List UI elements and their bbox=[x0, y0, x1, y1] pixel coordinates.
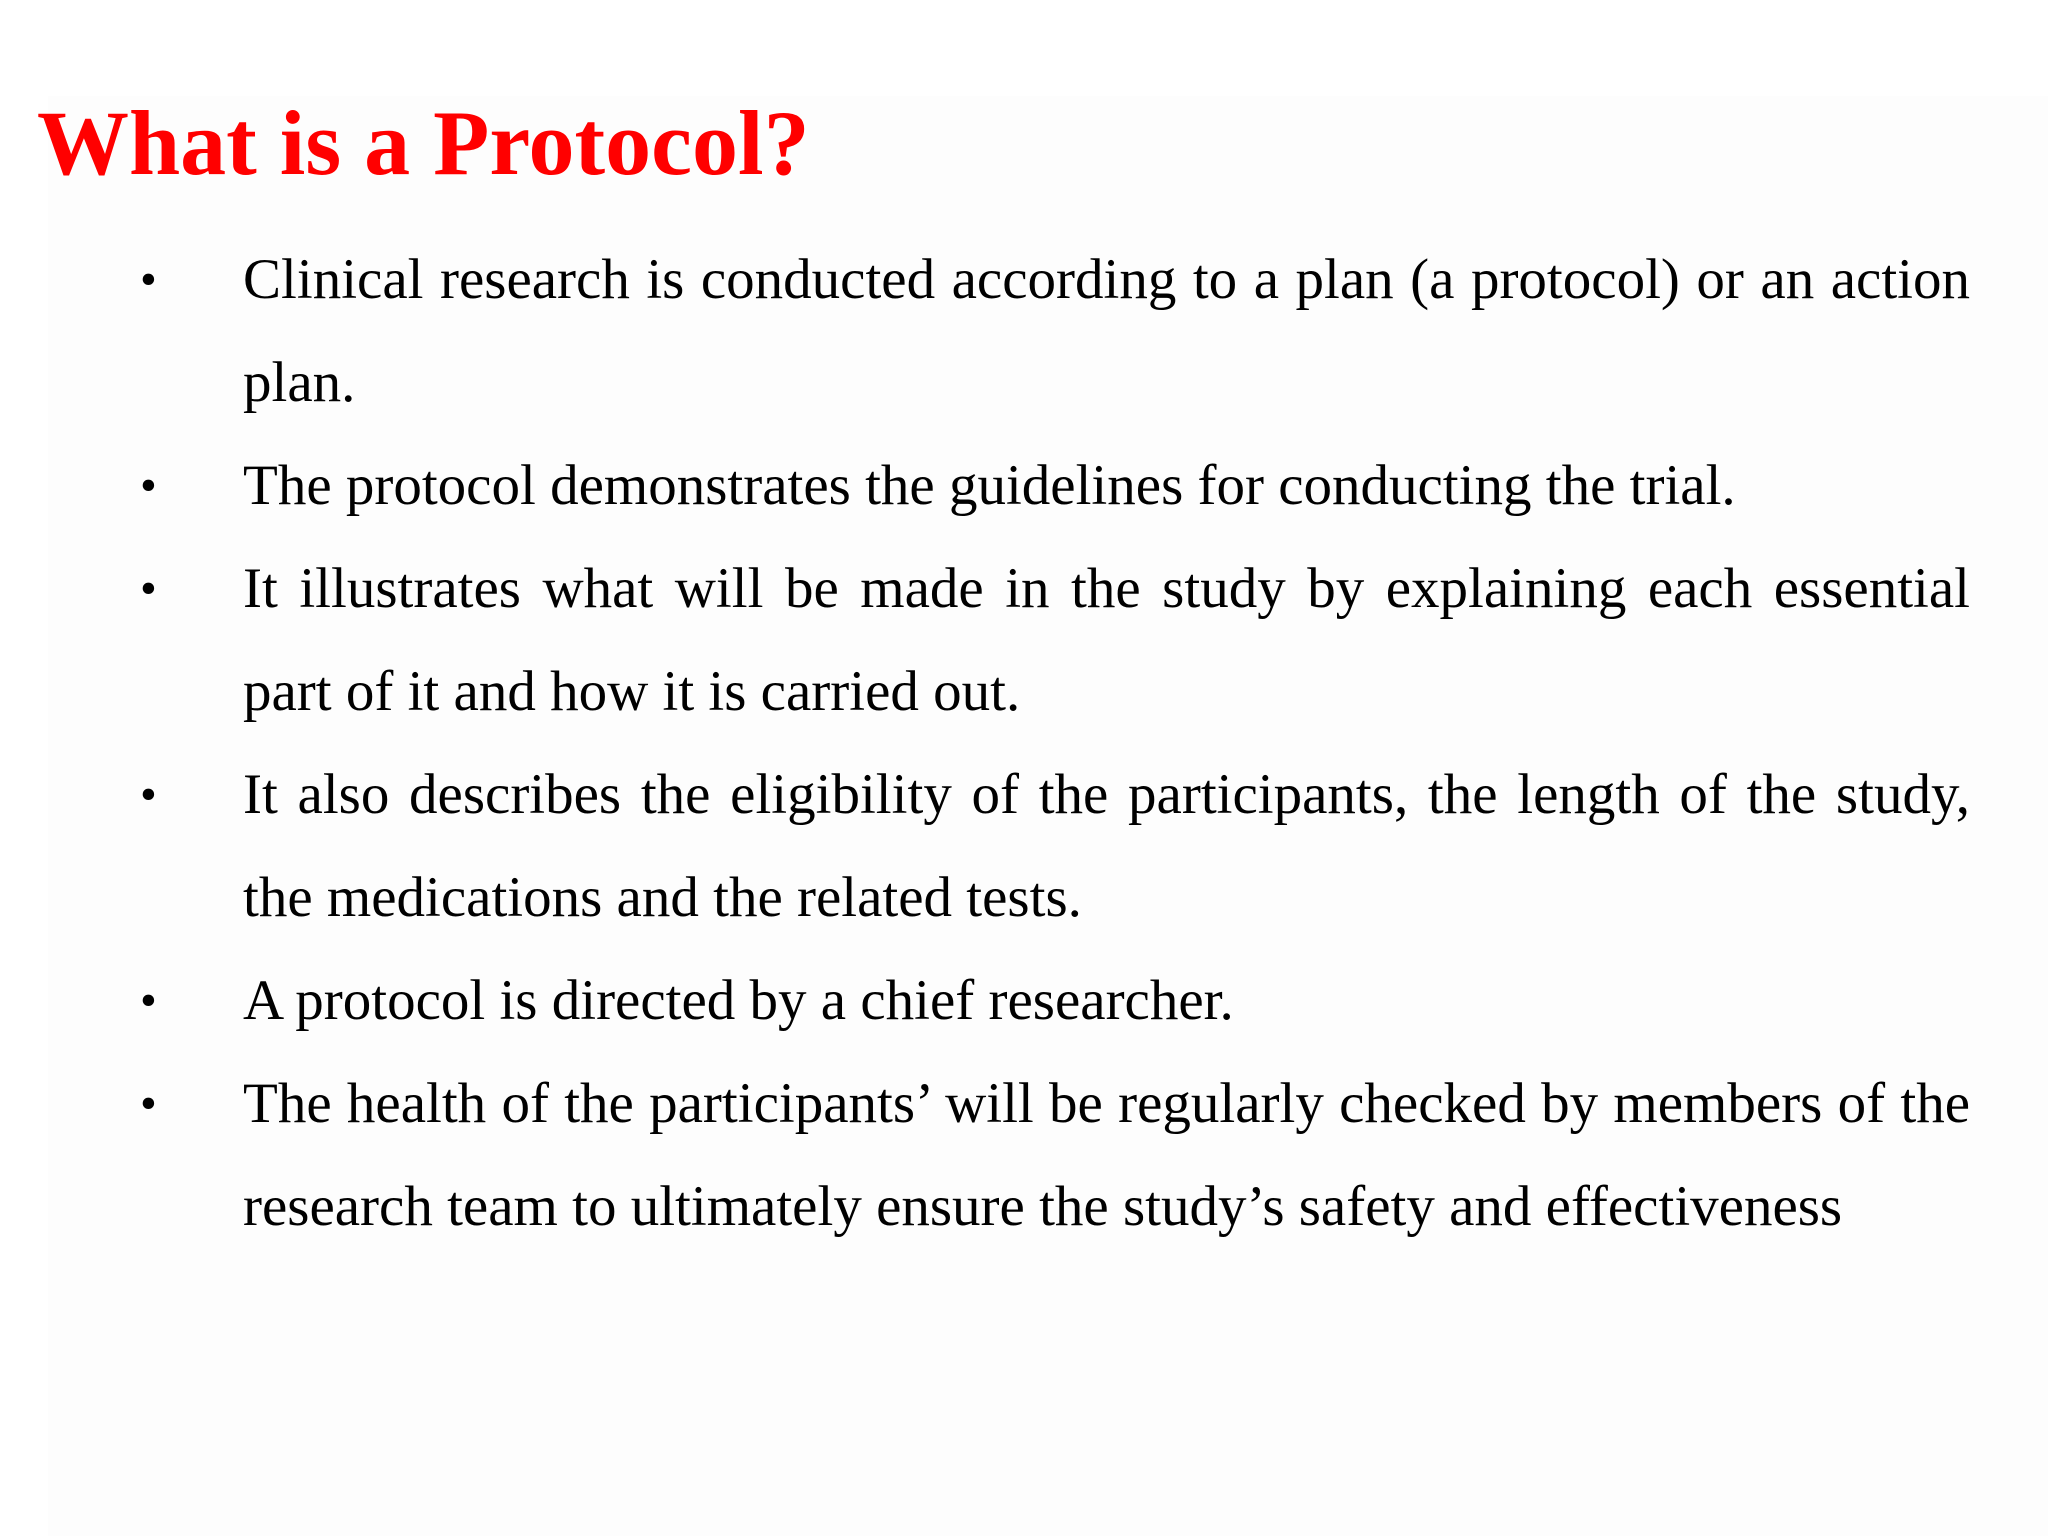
bullet-icon: • bbox=[140, 1077, 157, 1130]
bullet-item bbox=[0, 434, 1970, 537]
bullet-text: It illustrates what will be made in the study by explaining each essential part of it and how it is carried out. bbox=[243, 557, 1970, 723]
bullet-text: It also describes the eligibility of the participants, the length of the study, the medications and the related tests. bbox=[243, 763, 1970, 929]
bullet-text: The health of the participants’ will be regularly checked by members of the research team to ultimately ensure the study’s safety and effectiveness bbox=[243, 1072, 1970, 1238]
bullet-icon: • bbox=[140, 562, 157, 615]
bullet-item bbox=[0, 228, 1970, 434]
bullet-item bbox=[0, 949, 1970, 1052]
bullet-icon: • bbox=[140, 459, 157, 512]
bullet-icon: • bbox=[140, 768, 157, 821]
bullet-text: The protocol demonstrates the guidelines for conducting the trial. bbox=[243, 454, 1736, 517]
bullet-text: Clinical research is conducted according to a plan (a protocol) or an action plan. bbox=[243, 248, 1970, 414]
bullet-item bbox=[0, 537, 1970, 743]
bullet-icon: • bbox=[140, 253, 157, 306]
bullet-item bbox=[0, 1052, 1970, 1258]
bullet-item bbox=[0, 743, 1970, 949]
bullet-icon: • bbox=[140, 974, 157, 1027]
bullet-list bbox=[0, 228, 2048, 1258]
bullet-text: A protocol is directed by a chief researcher. bbox=[243, 969, 1234, 1032]
slide-title: What is a Protocol? bbox=[37, 92, 810, 194]
